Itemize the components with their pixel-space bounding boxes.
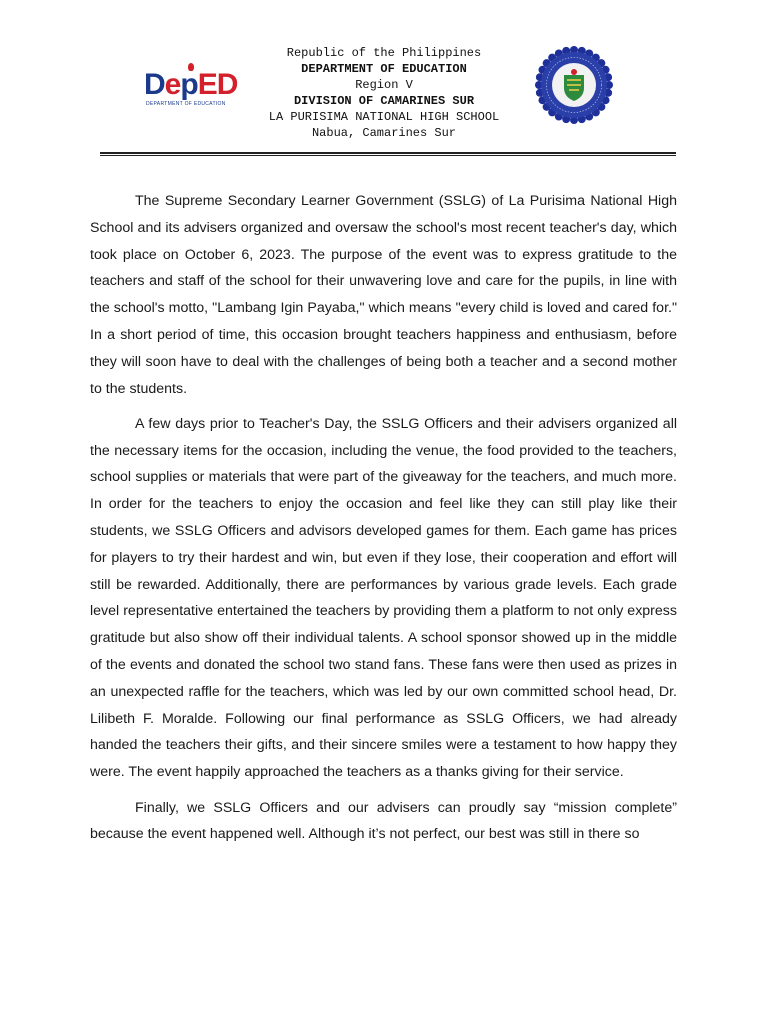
division-line: DIVISION OF CAMARINES SUR xyxy=(293,94,475,108)
letterhead-text xyxy=(234,45,534,141)
header-divider-bottom xyxy=(100,155,676,156)
republic-line: Republic of the Philippines xyxy=(286,46,482,60)
department-line: DEPARTMENT OF EDUCATION xyxy=(301,62,467,76)
letterhead xyxy=(0,0,768,160)
seal-sun-icon xyxy=(571,69,577,75)
school-address-line: Nabua, Camarines Sur xyxy=(311,126,457,140)
region-line: Region V xyxy=(355,78,413,92)
header-divider-top xyxy=(100,152,676,154)
paragraph-preparation: A few days prior to Teacher's Day, the SSLG Officers and their advisers organized all the necessary items for the occasion, including the venue, the food provided to the teachers, school supplies or materials that were part of the giveaway for the teachers, and much more. In order for the teachers to enjoy the occasion and feel like they can still play like their students, we SSLG Officers and advisors developed games for them. Each game has prices for players to try their hardest and win, but even if they lose, their cooperation and effort will still be rewarded. Additionally, there are performances by various grade levels. Each grade level representative entertained the teachers by providing them a platform to not only express gratitude but also show off their individual talents. A school sponsor showed up in the middle of the events and donated the school two stand fans. These fans were then used as prizes in an unexpected raffle for the teachers, which was led by our own committed school head, Dr. Lilibeth F. Moralde. Following our final performance as SSLG Officers, we had already handed the teachers their gifts, and their sincere smiles were a testament to how happy they were. The event happily approached the teachers as a thanks giving for their service. xyxy=(90,415,677,781)
school-seal-icon xyxy=(534,45,614,125)
paragraph-intro: The Supreme Secondary Learner Government (SSLG) of La Purisima National High School and its advisers organized and oversaw the school's most recent teacher's day, which took place on October 6, 2023. The purpose of the event was to express gratitude to the teachers and staff of the school for their unwavering love and care for the pupils, in line with the school's motto, "Lambang Igin Payaba," which means "every child is loved and cared for." In a short period of time, this occasion brought teachers happiness and enthusiasm, before they will soon have to deal with the challenges of being both a teacher and a second mother to the students. xyxy=(90,193,677,397)
article-body xyxy=(90,188,677,857)
deped-logo-subtitle: DEPARTMENT OF EDUCATION xyxy=(146,101,226,107)
school-name-line: LA PURISIMA NATIONAL HIGH SCHOOL xyxy=(268,110,500,124)
deped-wordmark: DepED xyxy=(144,68,238,101)
deped-logo xyxy=(144,68,238,110)
paragraph-conclusion: Finally, we SSLG Officers and our advisers can proudly say “mission complete” because the event happened well. Although it’s not perfect, our best was still in there so xyxy=(90,799,677,843)
